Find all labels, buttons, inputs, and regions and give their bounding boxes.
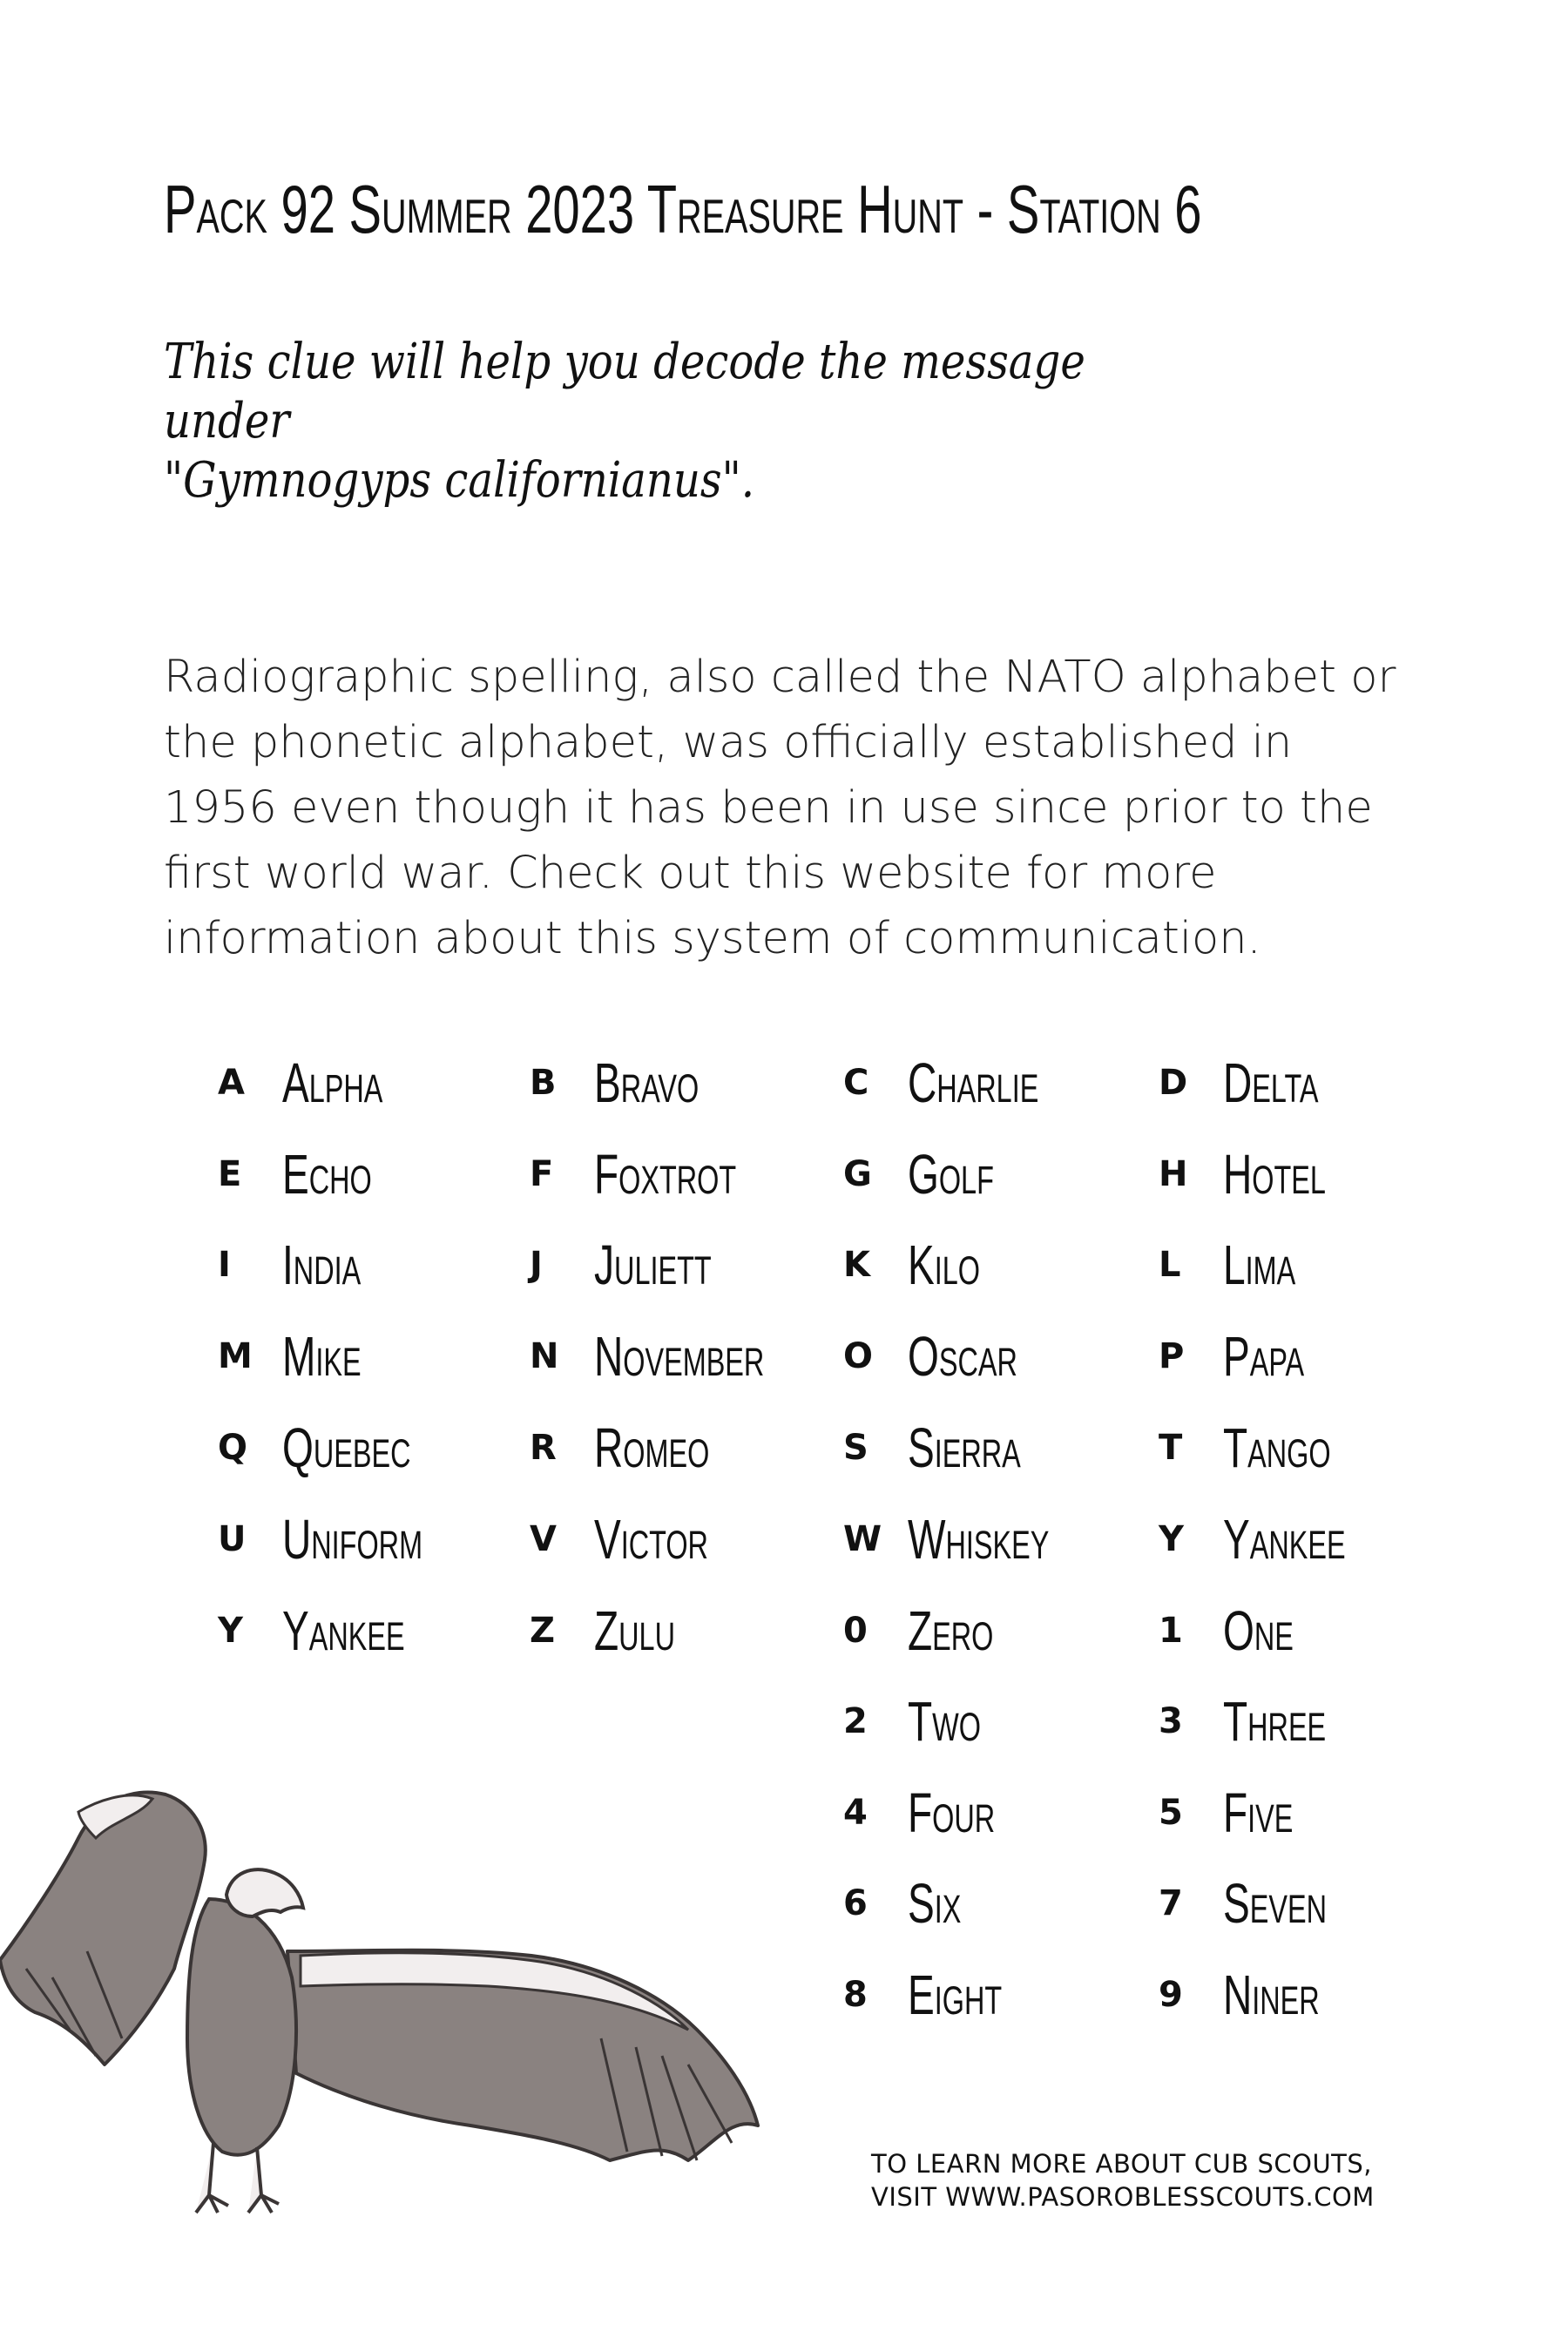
entry-word: Seven	[1223, 1872, 1327, 1935]
entry-letter: V	[530, 1519, 557, 1559]
clue-line-2: "Gymnogyps californianus".	[164, 452, 755, 509]
footer-line-1: TO LEARN MORE ABOUT CUB SCOUTS,	[871, 2149, 1373, 2179]
entry-letter: A	[218, 1063, 245, 1103]
entry-word: Romeo	[594, 1416, 710, 1479]
entry-letter: T	[1159, 1428, 1183, 1468]
entry-letter: K	[843, 1245, 870, 1285]
entry-word: Zero	[908, 1599, 994, 1662]
entry-word: Five	[1223, 1781, 1294, 1844]
entry-word: Zulu	[594, 1599, 675, 1662]
entry-letter: P	[1159, 1336, 1185, 1376]
entry-word: Six	[908, 1872, 962, 1935]
entry-word: Victor	[594, 1508, 708, 1571]
entry-letter: H	[1159, 1154, 1188, 1194]
entry-letter: S	[843, 1428, 868, 1468]
entry-word: Alpha	[282, 1051, 383, 1114]
entry-word: Four	[908, 1781, 996, 1844]
entry-letter: O	[843, 1336, 874, 1376]
entry-letter: I	[218, 1245, 231, 1285]
entry-letter: W	[843, 1519, 882, 1559]
entry-letter: M	[218, 1336, 253, 1376]
clue-line-1: This clue will help you decode the message under	[164, 334, 1085, 449]
entry-word: India	[282, 1233, 362, 1296]
entry-word: Foxtrot	[594, 1143, 737, 1206]
entry-letter: Z	[530, 1611, 556, 1651]
entry-word: Tango	[1223, 1416, 1331, 1479]
entry-word: Juliett	[594, 1233, 712, 1296]
entry-word: Uniform	[282, 1508, 423, 1571]
entry-word: Hotel	[1223, 1143, 1326, 1206]
entry-letter: D	[1159, 1063, 1188, 1103]
entry-word: Quebec	[282, 1416, 411, 1479]
entry-word: Yankee	[282, 1599, 405, 1662]
entry-letter: G	[843, 1154, 872, 1194]
entry-letter: 8	[843, 1975, 868, 2015]
entry-word: Three	[1223, 1690, 1327, 1753]
entry-word: Echo	[282, 1143, 372, 1206]
footer-note	[871, 2147, 1411, 2213]
entry-word: Mike	[282, 1325, 362, 1388]
entry-letter: 3	[1159, 1701, 1183, 1741]
entry-letter: 9	[1159, 1975, 1183, 2015]
entry-word: November	[594, 1325, 765, 1388]
entry-letter: E	[218, 1154, 242, 1194]
entry-letter: U	[218, 1519, 247, 1559]
entry-word: Delta	[1223, 1051, 1319, 1114]
entry-letter: J	[530, 1245, 543, 1285]
entry-word: One	[1223, 1599, 1294, 1662]
entry-word: Golf	[908, 1143, 994, 1206]
entry-letter: Q	[218, 1428, 248, 1468]
entry-word: Eight	[908, 1963, 1003, 2026]
entry-letter: R	[530, 1428, 557, 1468]
entry-letter: 6	[843, 1883, 868, 1923]
entry-letter: L	[1159, 1245, 1181, 1285]
entry-letter: 4	[843, 1793, 868, 1833]
condor-right-leg	[248, 2147, 279, 2213]
entry-word: Lima	[1223, 1233, 1296, 1296]
entry-word: Two	[908, 1690, 981, 1753]
condor-illustration	[0, 1777, 784, 2230]
entry-word: Yankee	[1223, 1508, 1346, 1571]
entry-letter: C	[843, 1063, 869, 1103]
entry-letter: Y	[218, 1611, 243, 1651]
footer-line-2: VISIT WWW.PASOROBLESSCOUTS.COM	[871, 2182, 1375, 2212]
entry-word: Charlie	[908, 1051, 1039, 1114]
entry-word: Whiskey	[908, 1508, 1050, 1571]
entry-letter: N	[530, 1336, 559, 1376]
entry-letter: 1	[1159, 1611, 1183, 1651]
entry-letter: 0	[843, 1611, 868, 1651]
entry-word: Papa	[1223, 1325, 1305, 1388]
entry-letter: 2	[843, 1701, 868, 1741]
entry-word: Oscar	[908, 1325, 1017, 1388]
condor-body	[187, 1899, 296, 2155]
entry-letter: 5	[1159, 1793, 1183, 1833]
page-title: Pack 92 Summer 2023 Treasure Hunt - Station 6	[164, 171, 1202, 247]
entry-letter: 7	[1159, 1883, 1183, 1923]
entry-word: Niner	[1223, 1963, 1320, 2026]
entry-word: Kilo	[908, 1233, 980, 1296]
entry-letter: Y	[1159, 1519, 1184, 1559]
intro-paragraph: Radiographic spelling, also called the NATO alphabet or the phonetic alphabet, was officially established in 1956 even though it has been in use since prior to the first world war. Check out this website for more information about this system of communication.	[164, 652, 1396, 964]
entry-word: Sierra	[908, 1416, 1021, 1479]
entry-letter: F	[530, 1154, 554, 1194]
entry-letter: B	[530, 1063, 557, 1103]
entry-word: Bravo	[594, 1051, 700, 1114]
condor-head	[226, 1869, 303, 1916]
